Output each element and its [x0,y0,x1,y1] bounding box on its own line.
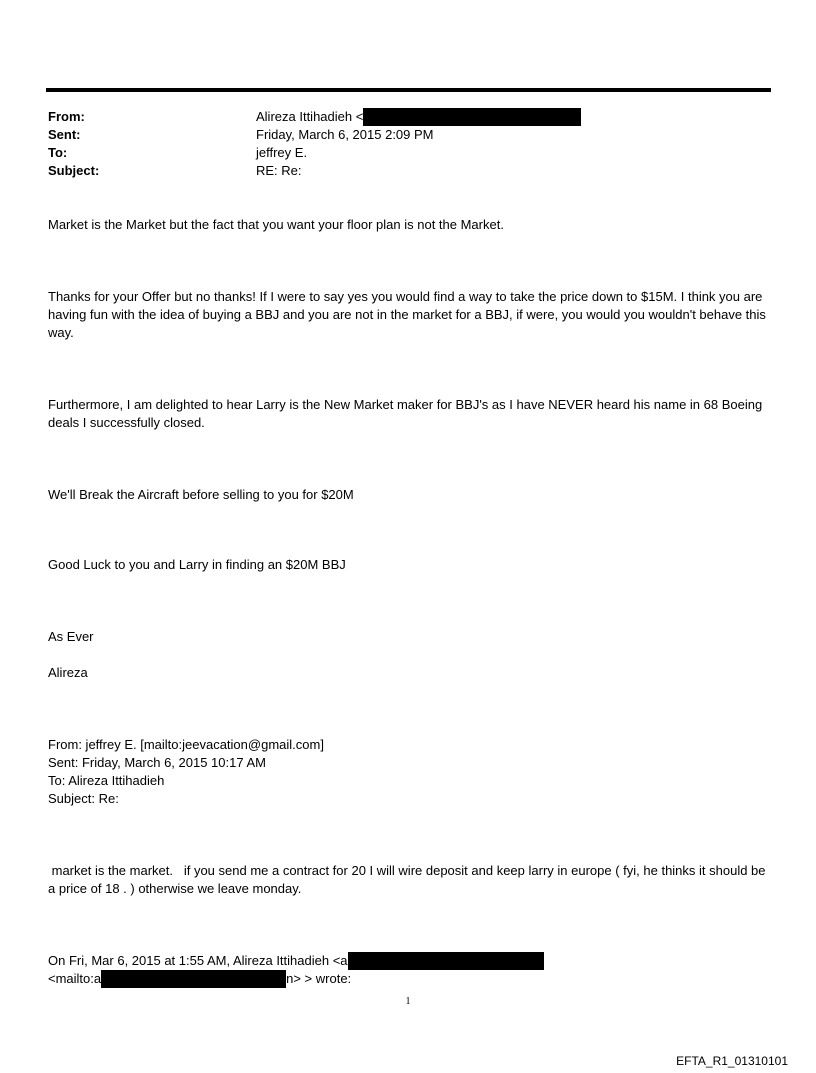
quoted-mailto-line [48,970,768,988]
body-paragraph-3: Furthermore, I am delighted to hear Larry is the New Market maker for BBJ's as I have NEVER heard his name in 68 Boeing deals I successfully closed. [48,397,763,430]
signature: Alireza [48,665,88,680]
quoted-from-line: From: jeffrey E. [mailto:jeevacation@gmail.com] [48,737,324,752]
redaction-box [101,970,286,988]
quoted-message: market is the market. if you send me a contract for 20 I will wire deposit and keep larry in europe ( fyi, he thinks it should be a price of 18 . ) otherwise we leave monday. [48,863,770,896]
body-paragraph-2: Thanks for your Offer but no thanks! If I were to say yes you would find a way to take the price down to $15M. I think you are having fun with the idea of buying a BBJ and you are not in the market for a BBJ, if were, you would you wouldn't behave this way. [48,289,766,340]
quoted-on-line [48,952,768,970]
body-paragraph-1: Market is the Market but the fact that you want your floor plan is not the Market. [48,217,504,232]
body-paragraph-5: Good Luck to you and Larry in finding an $20M BBJ [48,557,346,572]
quoted-subject-line: Subject: Re: [48,791,119,806]
document-id: EFTA_R1_01310101 [676,1054,788,1068]
quoted-sent-line: Sent: Friday, March 6, 2015 10:17 AM [48,755,266,770]
from-name: Alireza Ittihadieh < [256,109,364,124]
from-value [256,108,581,126]
to-value: jeffrey E. [256,145,308,160]
redaction-box [348,952,544,970]
sent-label: Sent: [48,127,81,142]
subject-label: Subject: [48,163,100,178]
from-label: From: [48,109,85,124]
quoted-to-line: To: Alireza Ittihadieh [48,773,165,788]
page-number: 1 [405,996,411,1007]
mailto-start: <mailto:a [48,971,102,986]
closing: As Ever [48,629,94,644]
redaction-box [363,108,581,126]
body-paragraph-4: We'll Break the Aircraft before selling to you for $20M [48,487,354,502]
to-label: To: [48,145,68,160]
mailto-end: n> > wrote: [286,971,352,986]
subject-value: RE: Re: [256,163,302,178]
on-line-text: On Fri, Mar 6, 2015 at 1:55 AM, Alireza Ittihadieh <a [48,953,348,968]
header-rule [46,88,771,92]
sent-value: Friday, March 6, 2015 2:09 PM [256,127,434,142]
